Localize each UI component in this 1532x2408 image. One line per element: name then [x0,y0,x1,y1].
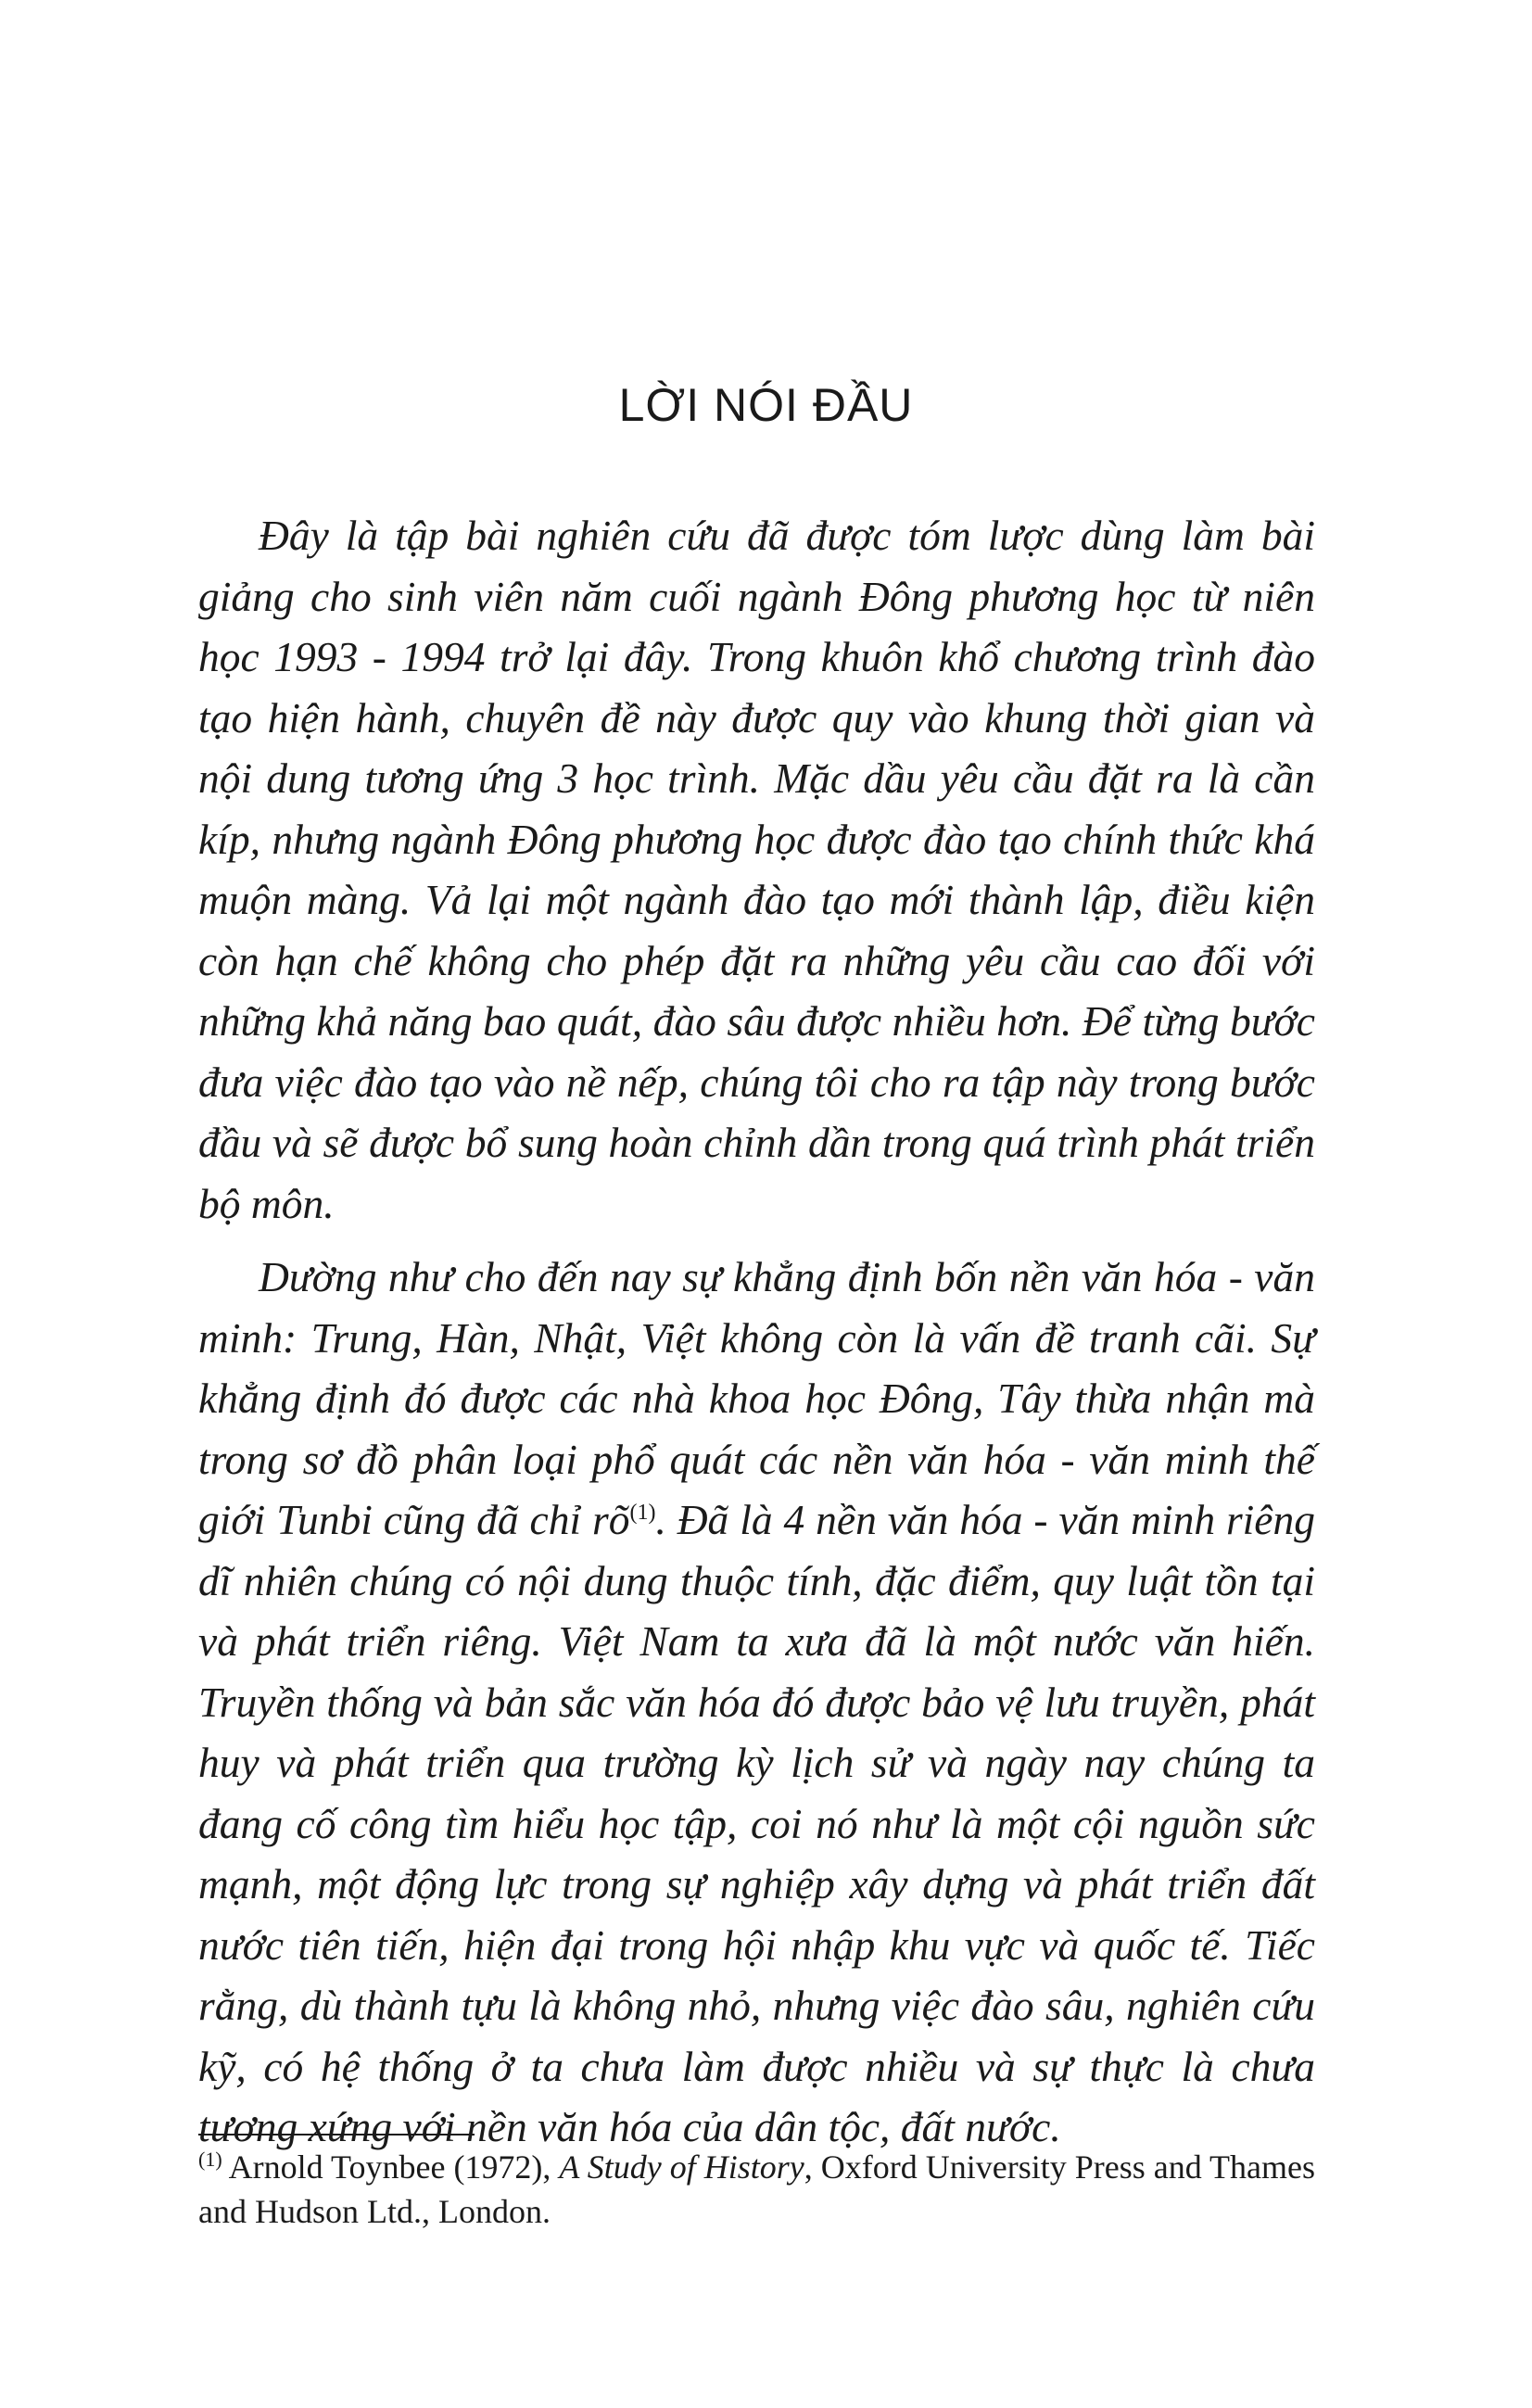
paragraph-culture-text-1: Dường như cho đến nay sự khẳng định bốn nền văn hóa - văn minh: Trung, Hàn, Nhật, Việt không còn là vấn đề tranh cãi. Sự khẳng định đó được các nhà khoa học Đông, Tây thừa nhận mà trong sơ đồ phân loại phổ quát các nền văn hóa - văn minh thế giới Tunbi cũng đã chỉ rõ [198,1253,1315,1543]
paragraph-culture-text-2: . Đã là 4 nền văn hóa - văn minh riêng dĩ nhiên chúng có nội dung thuộc tính, đặc điểm, quy luật tồn tại và phát triển riêng. Việt Nam ta xưa đã là một nước văn hiến. Truyền thống và bản sắc văn hóa đó được bảo vệ lưu truyền, phát huy và phát triển qua trường kỳ lịch sử và ngày nay chúng ta đang cố công tìm hiểu học tập, coi nó như là một cội nguồn sức mạnh, một động lực trong sự nghiệp xây dựng và phát triển đất nước tiên tiến, hiện đại trong hội nhập khu vực và quốc tế. Tiếc rằng, dù thành tựu là không nhỏ, nhưng việc đào sâu, nghiên cứu kỹ, có hệ thống ở ta chưa làm được nhiều và sự thực là chưa tương xứng với nền văn hóa của dân tộc, đất nước. [198,1496,1315,2150]
footnote-mark: (1) [198,2148,222,2171]
footnote-book-title: A Study of History [559,2148,804,2186]
paragraph-culture [198,1247,1315,2158]
paragraph-intro: Đây là tập bài nghiên cứu đã được tóm lược dùng làm bài giảng cho sinh viên năm cuối ngành Đông phương học từ niên học 1993 - 1994 trở lại đây. Trong khuôn khổ chương trình đào tạo hiện hành, chuyên đề này được quy vào khung thời gian và nội dung tương ứng 3 học trình. Mặc dầu yêu cầu đặt ra là cần kíp, nhưng ngành Đông phương học được đào tạo chính thức khá muộn màng. Vả lại một ngành đào tạo mới thành lập, điều kiện còn hạn chế không cho phép đặt ra những yêu cầu cao đối với những khả năng bao quát, đào sâu được nhiều hơn. Để từng bước đưa việc đào tạo vào nề nếp, chúng tôi cho ra tập này trong bước đầu và sẽ được bổ sung hoàn chỉnh dần trong quá trình phát triển bộ môn. [198,512,1315,1227]
footnote-divider [198,2134,475,2136]
footnote-citation-start: Arnold Toynbee (1972), [228,2148,560,2186]
footnote [198,2145,1315,2234]
footnote-citation-end: , Oxford University Press and Thames and Hudson Ltd., London. [198,2148,1315,2230]
page-title: LỜI NÓI ĐẦU [618,379,914,431]
main-text [198,505,1315,2171]
footnote-reference: (1) [629,1500,656,1525]
